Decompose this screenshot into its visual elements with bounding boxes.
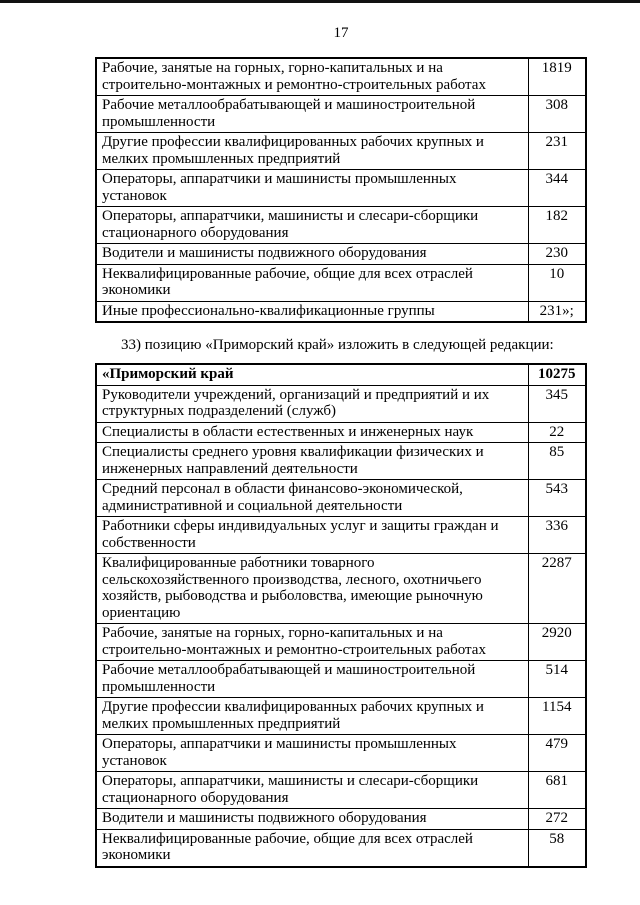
table-row bbox=[96, 96, 586, 133]
row-label: Рабочие металлообрабатывающей и машиностроительной промышленности bbox=[96, 96, 528, 133]
row-label: Неквалифицированные рабочие, общие для всех отраслей экономики bbox=[96, 829, 528, 867]
row-label: Водители и машинисты подвижного оборудования bbox=[96, 244, 528, 265]
table-row bbox=[96, 809, 586, 830]
row-label: Руководители учреждений, организаций и предприятий и их структурных подразделений (служб) bbox=[96, 385, 528, 422]
table-row bbox=[96, 661, 586, 698]
row-label: Операторы, аппаратчики и машинисты промышленных установок bbox=[96, 735, 528, 772]
table-row bbox=[96, 624, 586, 661]
row-label: Другие профессии квалифицированных рабочих крупных и мелких промышленных предприятий bbox=[96, 698, 528, 735]
row-label: Рабочие металлообрабатывающей и машиностроительной промышленности bbox=[96, 661, 528, 698]
row-label: Иные профессионально-квалификационные группы bbox=[96, 301, 528, 322]
table-row bbox=[96, 58, 586, 96]
row-value: 22 bbox=[528, 422, 586, 443]
row-label: Квалифицированные работники товарного сельскохозяйственного производства, лесного, охотничьего хозяйств, рыбоводства и рыболовства, имеющие рыночную ориентацию bbox=[96, 554, 528, 624]
row-label: «Приморский край bbox=[96, 364, 528, 385]
row-value: 1819 bbox=[528, 58, 586, 96]
table-row bbox=[96, 554, 586, 624]
row-value: 85 bbox=[528, 443, 586, 480]
table-row bbox=[96, 385, 586, 422]
table-row bbox=[96, 480, 586, 517]
table-row bbox=[96, 207, 586, 244]
row-label: Водители и машинисты подвижного оборудования bbox=[96, 809, 528, 830]
row-value: 345 bbox=[528, 385, 586, 422]
row-value: 479 bbox=[528, 735, 586, 772]
row-label: Рабочие, занятые на горных, горно-капитальных и на строительно-монтажных и ремонтно-строительных работах bbox=[96, 58, 528, 96]
row-value: 58 bbox=[528, 829, 586, 867]
row-value: 344 bbox=[528, 170, 586, 207]
row-value: 681 bbox=[528, 772, 586, 809]
row-value: 230 bbox=[528, 244, 586, 265]
row-value: 2287 bbox=[528, 554, 586, 624]
table-row bbox=[96, 264, 586, 301]
document-page bbox=[95, 3, 587, 868]
row-label: Другие профессии квалифицированных рабочих крупных и мелких промышленных предприятий bbox=[96, 133, 528, 170]
row-label: Неквалифицированные рабочие, общие для всех отраслей экономики bbox=[96, 264, 528, 301]
table-row bbox=[96, 829, 586, 867]
row-label: Операторы, аппаратчики, машинисты и слесари-сборщики стационарного оборудования bbox=[96, 772, 528, 809]
table-row bbox=[96, 517, 586, 554]
table-row bbox=[96, 244, 586, 265]
occupations-table-2-body bbox=[96, 364, 586, 867]
row-label: Операторы, аппаратчики, машинисты и слесари-сборщики стационарного оборудования bbox=[96, 207, 528, 244]
table-row bbox=[96, 133, 586, 170]
row-value: 1154 bbox=[528, 698, 586, 735]
table-row bbox=[96, 698, 586, 735]
table-row bbox=[96, 422, 586, 443]
row-label: Специалисты среднего уровня квалификации физических и инженерных направлений деятельности bbox=[96, 443, 528, 480]
row-value: 272 bbox=[528, 809, 586, 830]
row-value: 543 bbox=[528, 480, 586, 517]
page-number: 17 bbox=[333, 25, 349, 41]
row-label: Работники сферы индивидуальных услуг и защиты граждан и собственности bbox=[96, 517, 528, 554]
row-label: Операторы, аппаратчики и машинисты промышленных установок bbox=[96, 170, 528, 207]
row-value: 336 bbox=[528, 517, 586, 554]
table-row bbox=[96, 170, 586, 207]
row-value: 2920 bbox=[528, 624, 586, 661]
table-row bbox=[96, 364, 586, 385]
row-value: 308 bbox=[528, 96, 586, 133]
occupations-table-1 bbox=[95, 57, 587, 323]
row-label: Средний персонал в области финансово-экономической, административной и социальной деятельности bbox=[96, 480, 528, 517]
row-value: 10 bbox=[528, 264, 586, 301]
row-value: 514 bbox=[528, 661, 586, 698]
occupations-table-1-body bbox=[96, 58, 586, 322]
table-row bbox=[96, 443, 586, 480]
table-row bbox=[96, 735, 586, 772]
row-value: 231»; bbox=[528, 301, 586, 322]
table-row bbox=[96, 772, 586, 809]
row-value: 10275 bbox=[528, 364, 586, 385]
amendment-clause-text: 33) позицию «Приморский край» изложить в следующей редакции: bbox=[121, 337, 554, 353]
row-label: Рабочие, занятые на горных, горно-капитальных и на строительно-монтажных и ремонтно-строительных работах bbox=[96, 624, 528, 661]
row-value: 182 bbox=[528, 207, 586, 244]
table-row bbox=[96, 301, 586, 322]
occupations-table-2 bbox=[95, 363, 587, 868]
row-value: 231 bbox=[528, 133, 586, 170]
row-label: Специалисты в области естественных и инженерных наук bbox=[96, 422, 528, 443]
